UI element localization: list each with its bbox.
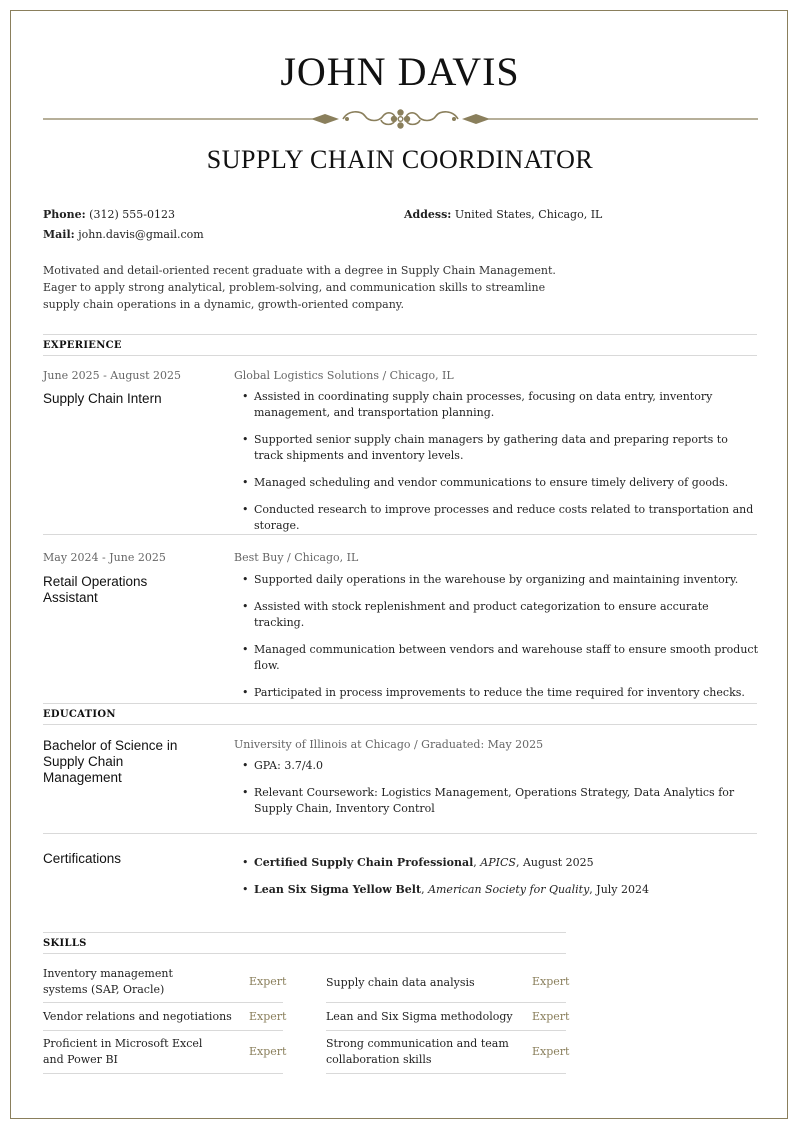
list-item: • Relevant Coursework: Logistics Management, Operations Strategy, Data Analytics for Supply Chain, Inventory Control (234, 785, 758, 817)
list-item: • Assisted in coordinating supply chain processes, focusing on data entry, inventory management, and transportation planning. (234, 389, 758, 421)
degree-title: Bachelor of Science in Supply Chain Management (43, 738, 178, 785)
skill-level: Expert (532, 1045, 570, 1058)
divider (326, 1030, 566, 1031)
phone-value: (312) 555-0123 (89, 208, 175, 221)
job-1-role: Supply Chain Intern (43, 391, 162, 406)
skill-name: Vendor relations and negotiations (43, 1010, 232, 1023)
phone-label: Phone: (43, 208, 86, 221)
skill-level: Expert (249, 975, 287, 988)
list-item: • GPA: 3.7/4.0 (234, 758, 758, 774)
skill-level: Expert (532, 975, 570, 988)
skill-name: Supply chain data analysis (326, 976, 475, 989)
divider (43, 534, 757, 535)
cert-date: July 2024 (596, 883, 649, 896)
job-2-dates: May 2024 - June 2025 (43, 551, 166, 564)
job-2-bullets (234, 572, 758, 712)
contact-phone (43, 208, 175, 221)
divider (326, 1073, 566, 1074)
job-1-dates: June 2025 - August 2025 (43, 369, 181, 382)
divider (43, 1073, 283, 1074)
education-bullets (234, 758, 758, 828)
experience-heading: EXPERIENCE (43, 334, 757, 356)
candidate-name: JOHN DAVIS (280, 49, 520, 94)
skill-name: Proficient in Microsoft Excel and Power BI (43, 1037, 203, 1066)
skill-name: Inventory management systems (SAP, Oracle) (43, 967, 173, 996)
list-item: • Managed communication between vendors and warehouse staff to ensure smooth product flow. (234, 642, 758, 674)
list-item: • Certified Supply Chain Professional, APICS, August 2025 (234, 855, 758, 871)
skill-name: Lean and Six Sigma methodology (326, 1010, 513, 1023)
divider (326, 1002, 566, 1003)
certifications-list (234, 855, 758, 909)
divider (43, 833, 757, 834)
list-item: • Supported senior supply chain managers by gathering data and preparing reports to track shipments and inventory levels. (234, 432, 758, 464)
certifications-heading: Certifications (43, 851, 122, 866)
ornament-divider-icon (43, 108, 758, 130)
skill-level: Expert (532, 1010, 570, 1023)
cert-issuer: APICS (480, 856, 516, 869)
cert-name: Certified Supply Chain Professional (254, 856, 474, 869)
job-title: SUPPLY CHAIN COORDINATOR (206, 145, 594, 174)
contact-address (404, 208, 602, 221)
mail-label: Mail: (43, 228, 75, 241)
list-item: • Conducted research to improve processes and reduce costs related to transportation and storage. (234, 502, 758, 534)
skills-heading: SKILLS (43, 932, 566, 954)
cert-issuer: American Society for Quality (428, 883, 590, 896)
address-value: United States, Chicago, IL (454, 208, 603, 221)
list-item: • Assisted with stock replenishment and product categorization to ensure accurate tracking. (234, 599, 758, 631)
list-item: • Supported daily operations in the warehouse by organizing and maintaining inventory. (234, 572, 758, 588)
divider (43, 1002, 283, 1003)
address-label: Addess: (404, 208, 452, 221)
job-1-org: Global Logistics Solutions / Chicago, IL (234, 369, 454, 382)
job-1-bullets (234, 389, 758, 545)
skill-level: Expert (249, 1045, 287, 1058)
mail-value: john.davis@gmail.com (78, 228, 204, 241)
list-item: • Participated in process improvements to reduce the time required for inventory checks. (234, 685, 758, 701)
skill-level: Expert (249, 1010, 287, 1023)
summary-text: Motivated and detail-oriented recent graduate with a degree in Supply Chain Management. Eager to apply strong analytical, problem-solving, and communication skills to streamline supply chain operations in a dynamic, growth-oriented company. (43, 264, 556, 311)
list-item: • Lean Six Sigma Yellow Belt, American Society for Quality, July 2024 (234, 882, 758, 898)
cert-name: Lean Six Sigma Yellow Belt (254, 883, 422, 896)
education-org: University of Illinois at Chicago / Graduated: May 2025 (234, 738, 544, 751)
contact-mail (43, 228, 204, 241)
skill-name: Strong communication and team collaboration skills (326, 1037, 509, 1066)
divider (43, 1030, 283, 1031)
job-2-role: Retail Operations Assistant (43, 574, 148, 605)
list-item: • Managed scheduling and vendor communications to ensure timely delivery of goods. (234, 475, 758, 491)
education-heading: EDUCATION (43, 703, 757, 725)
job-2-org: Best Buy / Chicago, IL (234, 551, 359, 564)
cert-date: August 2025 (522, 856, 594, 869)
